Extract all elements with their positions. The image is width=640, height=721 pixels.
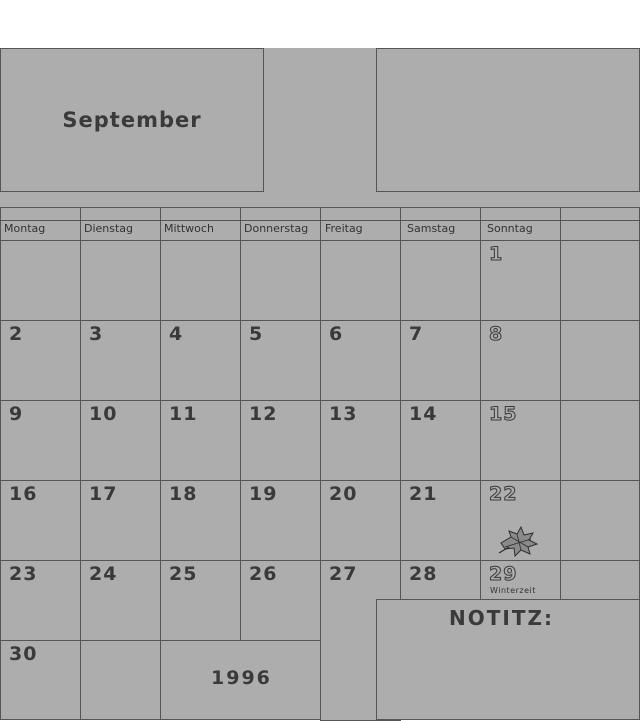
blank-row-cell — [160, 207, 241, 221]
day-cell — [160, 560, 241, 641]
day-cell — [320, 240, 401, 321]
month-header — [0, 48, 264, 192]
weekday-header: Montag — [0, 220, 81, 241]
weekday-header: Mittwoch — [160, 220, 241, 241]
month-title: September — [62, 108, 202, 132]
picture-panel — [376, 48, 640, 192]
day-number: 27 — [329, 563, 358, 585]
day-number: 17 — [89, 483, 118, 505]
day-cell — [160, 400, 241, 481]
day-number: 22 — [489, 483, 518, 505]
day-cell — [0, 480, 81, 561]
weekday-header: Samstag — [400, 220, 481, 241]
blank-row-cell — [0, 207, 81, 221]
year-cell — [160, 640, 321, 720]
blank-row-cell — [320, 207, 401, 221]
day-number: 28 — [409, 563, 438, 585]
day-number: 13 — [329, 403, 358, 425]
day-number: 20 — [329, 483, 358, 505]
day-number: 6 — [329, 323, 344, 345]
day-cell — [240, 480, 321, 561]
day-number: 14 — [409, 403, 438, 425]
day-cell — [480, 240, 561, 321]
day-cell — [480, 560, 561, 601]
year-label: 1996 — [211, 667, 272, 689]
day-cell — [240, 240, 321, 321]
day-number: 15 — [489, 403, 518, 425]
day-number: 1 — [489, 243, 504, 265]
day-cell — [0, 560, 81, 641]
day-number: 12 — [249, 403, 278, 425]
day-number: 18 — [169, 483, 198, 505]
day-number: 21 — [409, 483, 438, 505]
leaf-icon — [497, 525, 541, 557]
day-cell — [400, 400, 481, 481]
day-number: 8 — [489, 323, 504, 345]
day-cell — [480, 400, 561, 481]
blank-row-cell — [400, 207, 481, 221]
day-number: 7 — [409, 323, 424, 345]
day-cell — [160, 240, 241, 321]
day-cell — [0, 320, 81, 401]
day-number: 11 — [169, 403, 198, 425]
day-number: 19 — [249, 483, 278, 505]
winterzeit-note: Winterzeit — [490, 586, 536, 595]
day-cell — [80, 560, 161, 641]
extra-cell — [560, 400, 640, 481]
day-number: 10 — [89, 403, 118, 425]
notes-label: NOTITZ: — [449, 606, 554, 630]
day-cell — [80, 320, 161, 401]
day-number: 16 — [9, 483, 38, 505]
weekday-header: Donnerstag — [240, 220, 321, 241]
notes-box — [376, 599, 640, 720]
top-strip — [0, 192, 640, 208]
blank-row-cell — [560, 207, 640, 221]
day-cell — [80, 640, 161, 720]
weekday-header-extra — [560, 220, 640, 241]
day-cell — [0, 240, 81, 321]
extra-cell — [560, 320, 640, 401]
day-number: 9 — [9, 403, 24, 425]
day-number: 4 — [169, 323, 184, 345]
day-cell — [320, 320, 401, 401]
day-cell — [240, 400, 321, 481]
day-cell — [80, 400, 161, 481]
day-cell — [400, 320, 481, 401]
day-number: 29 — [489, 563, 518, 585]
extra-cell — [560, 480, 640, 561]
day-cell — [480, 320, 561, 401]
day-number: 26 — [249, 563, 278, 585]
weekday-header: Freitag — [320, 220, 401, 241]
day-cell — [80, 240, 161, 321]
day-number: 23 — [9, 563, 38, 585]
day-number: 5 — [249, 323, 264, 345]
weekday-header: Sonntag — [480, 220, 561, 241]
day-cell — [240, 560, 321, 641]
day-cell — [0, 640, 81, 720]
day-cell — [400, 560, 481, 601]
day-cell — [80, 480, 161, 561]
spacer-panel — [264, 48, 376, 208]
day-number: 24 — [89, 563, 118, 585]
day-cell — [160, 480, 241, 561]
blank-row-cell — [80, 207, 161, 221]
blank-row-cell — [240, 207, 321, 221]
day-cell — [320, 480, 401, 561]
day-number: 25 — [169, 563, 198, 585]
day-cell — [400, 480, 481, 561]
extra-cell — [560, 240, 640, 321]
day-cell — [0, 400, 81, 481]
day-cell — [480, 480, 561, 561]
day-number: 2 — [9, 323, 24, 345]
day-cell — [160, 320, 241, 401]
calendar-grid — [0, 207, 640, 720]
day-cell — [400, 240, 481, 321]
day-number: 30 — [9, 643, 38, 665]
day-cell — [240, 320, 321, 401]
extra-cell — [560, 560, 640, 601]
blank-row-cell — [480, 207, 561, 221]
day-number: 3 — [89, 323, 104, 345]
day-cell — [320, 400, 401, 481]
weekday-header: Dienstag — [80, 220, 161, 241]
